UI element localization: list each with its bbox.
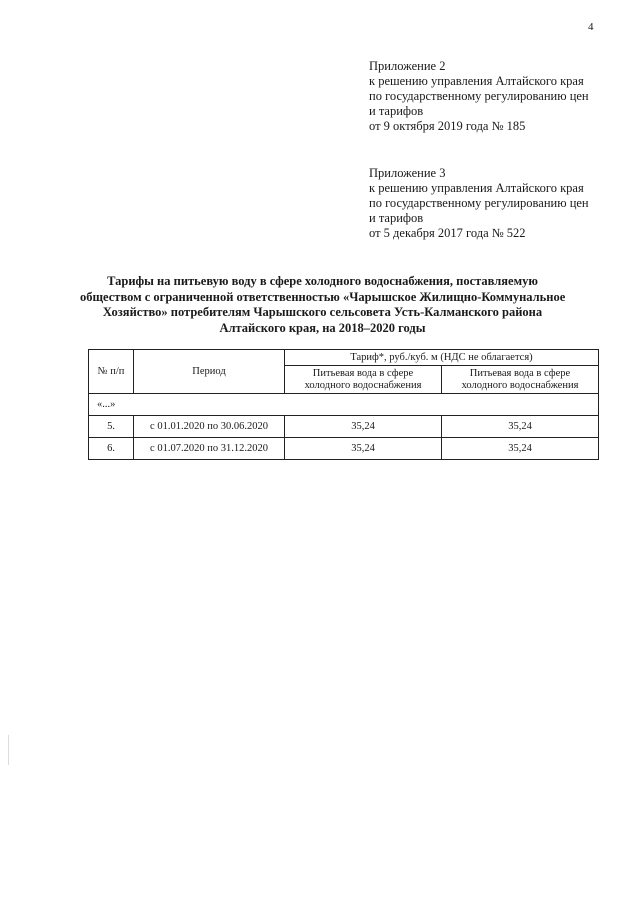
subheader-b-line: холодного водоснабжения <box>461 379 579 391</box>
subheader-drinking-water-a <box>285 366 442 394</box>
page-number: 4 <box>588 21 594 33</box>
appendix-2-date-line: от 9 октября 2019 года № 185 <box>369 119 526 133</box>
scan-artifact <box>8 735 9 765</box>
row-tariff-b: 35,24 <box>442 438 599 460</box>
ellipsis-cell: «...» <box>89 394 599 416</box>
row-tariff-a: 35,24 <box>285 416 442 438</box>
tariff-table <box>88 349 599 460</box>
header-tariff: Тариф*, руб./куб. м (НДС не облагается) <box>285 350 599 366</box>
header-number: № п/п <box>89 350 134 394</box>
document-title-line: Тарифы на питьевую воду в сфере холодного водоснабжения, поставляемую <box>107 274 538 288</box>
table-row <box>89 438 599 460</box>
row-period: с 01.07.2020 по 31.12.2020 <box>134 438 285 460</box>
document-title-line: обществом с ограниченной ответственностью «Чарышское Жилищно-Коммунальное <box>80 289 566 304</box>
row-tariff-a: 35,24 <box>285 438 442 460</box>
subheader-drinking-water-b <box>442 366 599 394</box>
appendix-2-line: к решению управления Алтайского края <box>369 74 584 88</box>
table-row <box>89 416 599 438</box>
row-number: 6. <box>89 438 134 460</box>
appendix-2-line: и тарифов <box>369 104 424 118</box>
appendix-3-heading: Приложение 3 <box>369 166 446 180</box>
appendix-3-line: и тарифов <box>369 211 424 225</box>
subheader-b-line: Питьевая вода в сфере <box>469 367 571 379</box>
subheader-a-line: Питьевая вода в сфере <box>312 367 414 379</box>
document-title <box>80 274 565 336</box>
document-title-line: Хозяйство» потребителям Чарышского сельсовета Усть-Калманского района <box>102 305 543 319</box>
table-header-row <box>89 350 599 366</box>
appendix-3-line: к решению управления Алтайского края <box>369 181 584 195</box>
appendix-2-heading: Приложение 2 <box>369 59 446 73</box>
appendix-2-line: по государственному регулированию цен <box>369 89 589 103</box>
document-title-line: Алтайского края, на 2018–2020 годы <box>219 320 426 335</box>
row-number: 5. <box>89 416 134 438</box>
row-period: с 01.01.2020 по 30.06.2020 <box>134 416 285 438</box>
row-tariff-b: 35,24 <box>442 416 599 438</box>
table-ellipsis-row <box>89 394 599 416</box>
appendix-3-line: по государственному регулированию цен <box>369 196 589 210</box>
subheader-a-line: холодного водоснабжения <box>304 379 422 391</box>
header-period: Период <box>134 350 285 394</box>
appendix-2-block <box>369 59 619 134</box>
appendix-3-block <box>369 166 619 241</box>
appendix-3-date-line: от 5 декабря 2017 года № 522 <box>369 226 526 240</box>
